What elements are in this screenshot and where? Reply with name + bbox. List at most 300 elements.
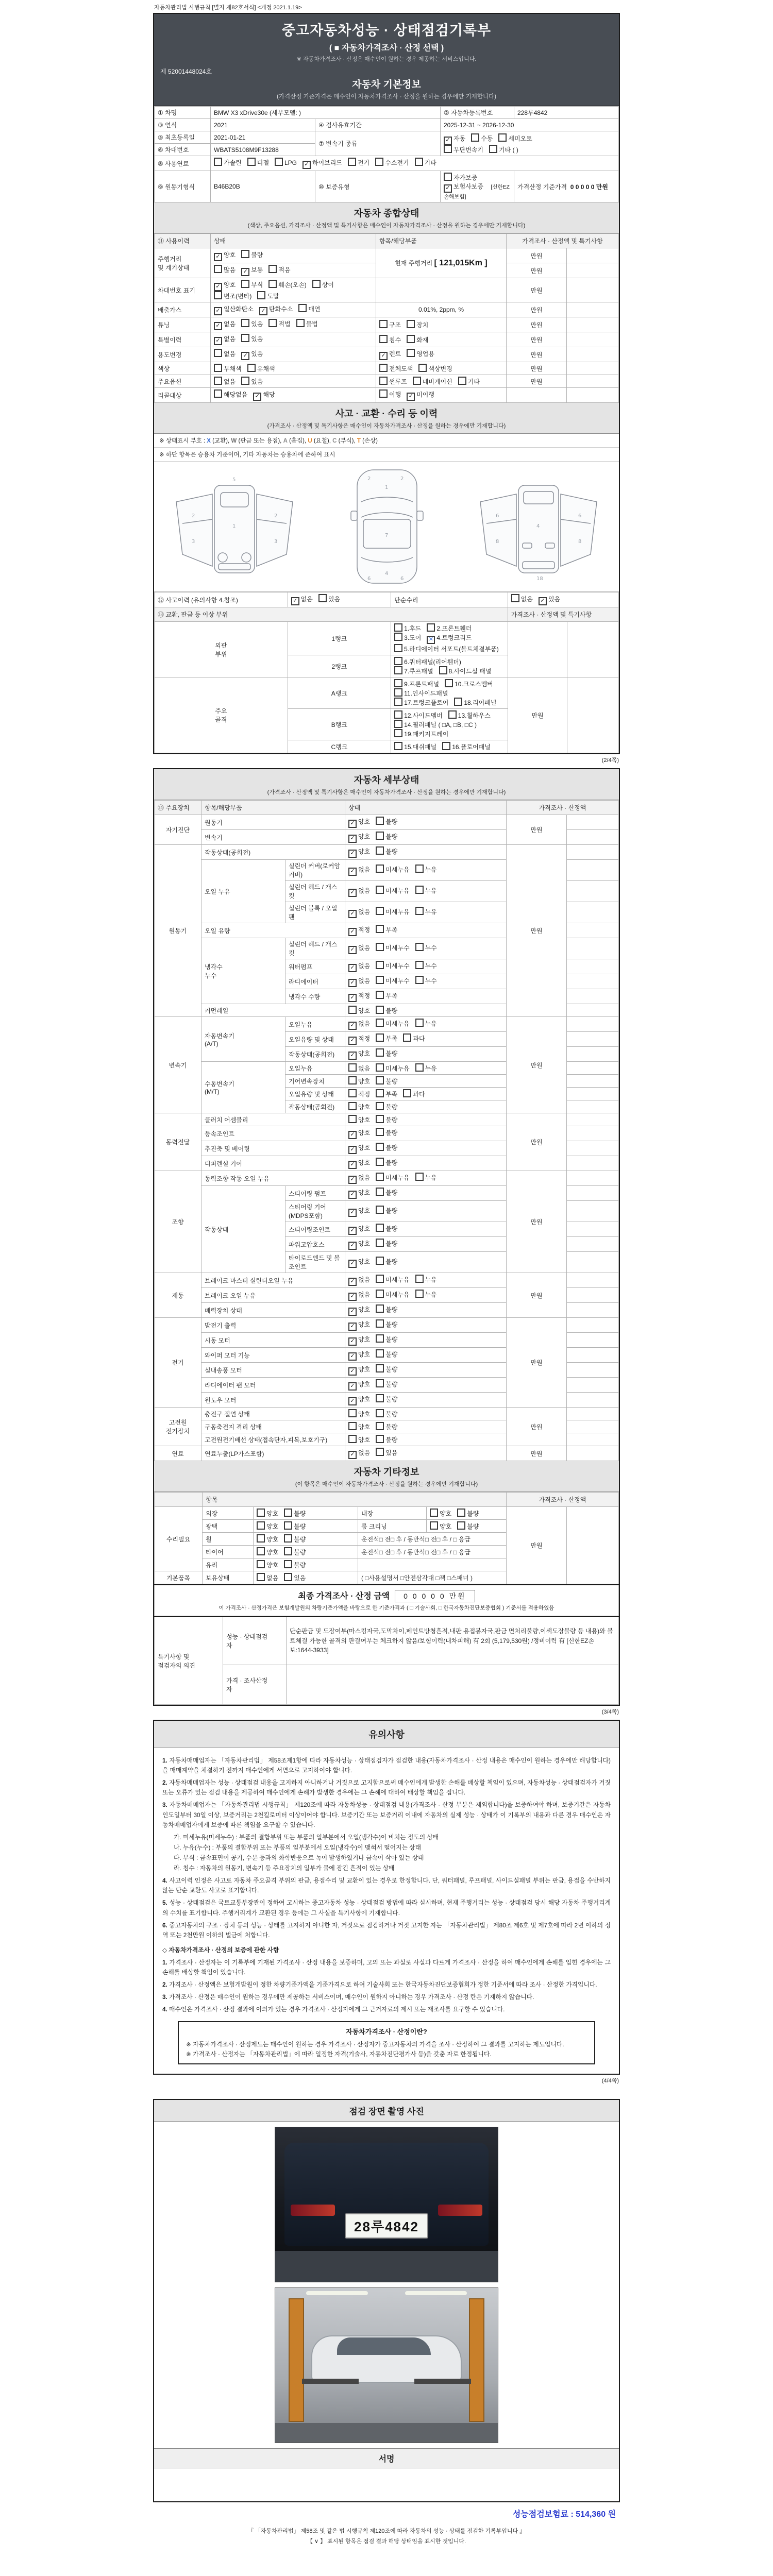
- checkbox[interactable]: [284, 1573, 292, 1581]
- checkbox[interactable]: [376, 1206, 384, 1214]
- checkbox[interactable]: [418, 364, 427, 372]
- checkbox-option[interactable]: [296, 319, 318, 328]
- checkbox-option[interactable]: [348, 1239, 370, 1250]
- checkbox-option[interactable]: [376, 1033, 397, 1043]
- checkbox-option[interactable]: [376, 846, 397, 856]
- checkbox[interactable]: ✓: [291, 597, 299, 605]
- checkbox[interactable]: ✓: [348, 1052, 357, 1060]
- checkbox[interactable]: [415, 907, 424, 915]
- checkbox-option[interactable]: [214, 364, 242, 373]
- checkbox[interactable]: [376, 1364, 384, 1372]
- checkbox[interactable]: [376, 1076, 384, 1084]
- checkbox[interactable]: [430, 1521, 438, 1530]
- signature-area[interactable]: [154, 2468, 619, 2501]
- checkbox-option[interactable]: [444, 145, 483, 154]
- checkbox[interactable]: [348, 1422, 357, 1430]
- checkbox[interactable]: [403, 1089, 411, 1097]
- checkbox[interactable]: ✓: [348, 979, 357, 987]
- checkbox-option[interactable]: [214, 389, 247, 399]
- checkbox[interactable]: [394, 698, 402, 706]
- checkbox[interactable]: [376, 1173, 384, 1181]
- checkbox-option[interactable]: [284, 1509, 306, 1518]
- checkbox-option[interactable]: [458, 377, 480, 386]
- checkbox-option[interactable]: [457, 1521, 479, 1531]
- checkbox-option[interactable]: [284, 1573, 306, 1582]
- checkbox-option[interactable]: [394, 710, 443, 720]
- checkbox-option[interactable]: [415, 1290, 437, 1299]
- checkbox[interactable]: ✓: [214, 283, 222, 291]
- checkbox[interactable]: [268, 265, 277, 273]
- checkbox-option[interactable]: [348, 1206, 370, 1217]
- checkbox-option[interactable]: [379, 364, 413, 373]
- checkbox-option[interactable]: [498, 133, 532, 143]
- checkbox[interactable]: [298, 304, 307, 312]
- checkbox-option[interactable]: [415, 1173, 437, 1182]
- checkbox[interactable]: [376, 832, 384, 840]
- checkbox-option[interactable]: [268, 319, 290, 328]
- checkbox[interactable]: ✓: [348, 1161, 357, 1169]
- checkbox-option[interactable]: [348, 817, 370, 828]
- checkbox[interactable]: [376, 817, 384, 825]
- checkbox-option[interactable]: [415, 1019, 437, 1028]
- checkbox[interactable]: [415, 1290, 424, 1298]
- checkbox[interactable]: ✓: [348, 946, 357, 954]
- checkbox-option[interactable]: [257, 1534, 278, 1544]
- checkbox[interactable]: [407, 320, 415, 328]
- checkbox[interactable]: [214, 364, 222, 372]
- checkbox[interactable]: ✓: [348, 1146, 357, 1154]
- checkbox[interactable]: [257, 1521, 265, 1530]
- checkbox-option[interactable]: [376, 886, 409, 895]
- checkbox-option[interactable]: [257, 1509, 278, 1518]
- checkbox[interactable]: [511, 594, 519, 602]
- checkbox[interactable]: [379, 377, 388, 385]
- checkbox[interactable]: [376, 1143, 384, 1151]
- checkbox[interactable]: [376, 1019, 384, 1027]
- checkbox[interactable]: [394, 657, 402, 665]
- checkbox[interactable]: [444, 145, 452, 153]
- checkbox[interactable]: [394, 710, 402, 719]
- checkbox-option[interactable]: [394, 666, 433, 675]
- checkbox-option[interactable]: [214, 334, 236, 345]
- checkbox[interactable]: [376, 1334, 384, 1343]
- checkbox-option[interactable]: [394, 644, 499, 653]
- checkbox-option[interactable]: [376, 832, 397, 841]
- checkbox[interactable]: ✓: [214, 253, 222, 261]
- checkbox[interactable]: [394, 729, 402, 737]
- checkbox-option[interactable]: [348, 1115, 370, 1124]
- checkbox[interactable]: ✓: [259, 307, 267, 315]
- checkbox-option[interactable]: [214, 304, 254, 315]
- checkbox[interactable]: ✓: [348, 1397, 357, 1405]
- checkbox-option[interactable]: [376, 1435, 397, 1444]
- checkbox[interactable]: [257, 1534, 265, 1543]
- checkbox-option[interactable]: [376, 1188, 397, 1197]
- checkbox-option[interactable]: [348, 1076, 370, 1086]
- checkbox[interactable]: [284, 1560, 292, 1568]
- checkbox-option[interactable]: [376, 1128, 397, 1137]
- checkbox[interactable]: [394, 644, 402, 652]
- checkbox[interactable]: [376, 1048, 384, 1057]
- checkbox[interactable]: [376, 1128, 384, 1136]
- checkbox[interactable]: [376, 925, 384, 933]
- checkbox[interactable]: ✓: [348, 1293, 357, 1301]
- checkbox[interactable]: [318, 594, 327, 602]
- checkbox-option[interactable]: [348, 1395, 370, 1405]
- checkbox[interactable]: [376, 1394, 384, 1402]
- checkbox[interactable]: [348, 1063, 357, 1072]
- checkbox[interactable]: [348, 1089, 357, 1097]
- checkbox[interactable]: [376, 1422, 384, 1430]
- checkbox[interactable]: [376, 1319, 384, 1328]
- checkbox[interactable]: [457, 1509, 465, 1517]
- checkbox[interactable]: [415, 886, 424, 894]
- checkbox[interactable]: [284, 1534, 292, 1543]
- checkbox[interactable]: [214, 389, 222, 398]
- checkbox[interactable]: [284, 1547, 292, 1555]
- checkbox-option[interactable]: [241, 280, 263, 289]
- checkbox[interactable]: [376, 976, 384, 984]
- checkbox[interactable]: ✓: [348, 928, 357, 936]
- checkbox[interactable]: [348, 1409, 357, 1417]
- checkbox[interactable]: [247, 364, 256, 372]
- checkbox-option[interactable]: [348, 1089, 370, 1098]
- checkbox[interactable]: [241, 250, 249, 258]
- checkbox[interactable]: ✓: [379, 352, 388, 360]
- checkbox[interactable]: ✓: [348, 1191, 357, 1199]
- checkbox-option[interactable]: [376, 865, 409, 874]
- checkbox[interactable]: [284, 1521, 292, 1530]
- checkbox-option[interactable]: [539, 595, 560, 605]
- checkbox[interactable]: ✓: [348, 1022, 357, 1030]
- checkbox[interactable]: [415, 1063, 424, 1072]
- checkbox-option[interactable]: [394, 679, 439, 688]
- checkbox[interactable]: [415, 1173, 424, 1181]
- checkbox-option[interactable]: [348, 925, 370, 936]
- checkbox-option[interactable]: [439, 666, 492, 675]
- checkbox-option[interactable]: [257, 1547, 278, 1556]
- checkbox[interactable]: [394, 688, 402, 697]
- checkbox-option[interactable]: [268, 280, 306, 289]
- checkbox[interactable]: [241, 280, 249, 288]
- checkbox-option[interactable]: [257, 1573, 278, 1582]
- checkbox[interactable]: [376, 1275, 384, 1283]
- checkbox-option[interactable]: [415, 976, 437, 985]
- checkbox[interactable]: [376, 1409, 384, 1417]
- checkbox-option[interactable]: [394, 657, 461, 666]
- checkbox-option[interactable]: [445, 679, 493, 688]
- checkbox[interactable]: ✓: [348, 994, 357, 1002]
- checkbox-option[interactable]: [348, 1173, 370, 1184]
- checkbox[interactable]: [214, 291, 222, 299]
- checkbox-option[interactable]: [348, 847, 370, 858]
- checkbox-option[interactable]: [348, 1422, 370, 1431]
- checkbox-option[interactable]: [375, 158, 409, 167]
- checkbox[interactable]: ✓: [348, 1131, 357, 1139]
- checkbox-option[interactable]: [376, 1006, 397, 1015]
- checkbox-option[interactable]: [379, 349, 401, 360]
- checkbox-option[interactable]: [454, 698, 496, 707]
- checkbox[interactable]: [458, 377, 466, 385]
- checkbox[interactable]: ✓: [539, 597, 547, 605]
- checkbox-option[interactable]: [348, 1143, 370, 1154]
- checkbox-option[interactable]: [348, 1320, 370, 1331]
- checkbox[interactable]: [376, 1448, 384, 1456]
- checkbox[interactable]: [257, 1573, 265, 1581]
- checkbox[interactable]: [394, 679, 402, 687]
- checkbox-option[interactable]: [376, 1319, 397, 1329]
- checkbox[interactable]: [296, 319, 305, 327]
- checkbox[interactable]: ✓: [348, 1382, 357, 1391]
- checkbox-option[interactable]: [376, 1334, 397, 1344]
- checkbox-option[interactable]: [418, 364, 452, 373]
- checkbox[interactable]: ✓: [214, 337, 222, 345]
- checkbox-option[interactable]: [376, 1158, 397, 1167]
- checkbox[interactable]: [376, 1349, 384, 1358]
- checkbox[interactable]: ✓: [348, 1037, 357, 1045]
- checkbox-option[interactable]: [298, 304, 320, 313]
- checkbox-option[interactable]: [415, 158, 436, 167]
- checkbox-option[interactable]: [403, 1033, 425, 1043]
- checkbox[interactable]: [415, 976, 424, 984]
- checkbox-option[interactable]: [394, 688, 448, 698]
- checkbox-option[interactable]: [318, 594, 340, 603]
- checkbox[interactable]: [415, 961, 424, 969]
- checkbox[interactable]: ✓: [348, 1278, 357, 1286]
- checkbox-option[interactable]: [348, 1257, 370, 1268]
- checkbox[interactable]: ✓: [348, 889, 357, 897]
- checkbox[interactable]: [348, 1076, 357, 1084]
- checkbox-option[interactable]: [376, 961, 409, 970]
- checkbox-option[interactable]: [376, 1173, 409, 1182]
- checkbox[interactable]: [379, 389, 388, 398]
- checkbox[interactable]: ✓: [348, 964, 357, 972]
- checkbox-option[interactable]: [376, 1239, 397, 1248]
- checkbox[interactable]: [348, 1006, 357, 1014]
- checkbox-option[interactable]: [415, 907, 437, 916]
- checkbox[interactable]: ✓: [348, 1209, 357, 1217]
- checkbox-option[interactable]: [430, 1509, 451, 1518]
- checkbox-option[interactable]: [257, 291, 279, 300]
- checkbox-option[interactable]: [376, 907, 409, 916]
- checkbox-option[interactable]: [376, 1409, 397, 1418]
- checkbox-option[interactable]: [415, 1275, 437, 1284]
- checkbox[interactable]: [268, 280, 277, 288]
- checkbox-option[interactable]: [376, 1275, 409, 1284]
- checkbox-option[interactable]: [394, 729, 448, 738]
- checkbox[interactable]: [348, 1115, 357, 1123]
- checkbox[interactable]: ✕: [427, 636, 435, 644]
- checkbox[interactable]: [379, 335, 388, 343]
- checkbox[interactable]: [348, 158, 356, 166]
- checkbox-option[interactable]: [241, 250, 263, 259]
- checkbox-option[interactable]: [348, 1158, 370, 1169]
- checkbox[interactable]: [403, 1033, 411, 1042]
- checkbox-option[interactable]: [407, 390, 434, 401]
- checkbox[interactable]: [376, 1435, 384, 1443]
- checkbox[interactable]: [214, 265, 222, 273]
- checkbox-option[interactable]: [348, 1006, 370, 1015]
- checkbox[interactable]: ✓: [241, 268, 249, 276]
- checkbox[interactable]: [241, 334, 249, 342]
- checkbox[interactable]: [312, 280, 321, 288]
- checkbox-option[interactable]: [376, 1422, 397, 1431]
- checkbox-option[interactable]: [376, 991, 397, 1000]
- checkbox-option[interactable]: [284, 1560, 306, 1569]
- checkbox-option[interactable]: [376, 1143, 397, 1152]
- checkbox-option[interactable]: [303, 158, 342, 169]
- checkbox[interactable]: [284, 1509, 292, 1517]
- checkbox[interactable]: [348, 1102, 357, 1110]
- checkbox-option[interactable]: [348, 1435, 370, 1444]
- checkbox[interactable]: ✓: [303, 161, 311, 169]
- checkbox-option[interactable]: [376, 925, 397, 934]
- checkbox[interactable]: [376, 961, 384, 969]
- checkbox-option[interactable]: [376, 1019, 409, 1028]
- checkbox[interactable]: [257, 1509, 265, 1517]
- checkbox-option[interactable]: [247, 364, 275, 373]
- checkbox-option[interactable]: [448, 710, 491, 720]
- checkbox[interactable]: [247, 158, 256, 166]
- checkbox-option[interactable]: [348, 865, 370, 876]
- checkbox[interactable]: [430, 1509, 438, 1517]
- checkbox[interactable]: ✓: [348, 1227, 357, 1235]
- checkbox[interactable]: ✓: [241, 352, 249, 360]
- checkbox-option[interactable]: [376, 817, 397, 826]
- checkbox-option[interactable]: [348, 976, 370, 987]
- checkbox-option[interactable]: [268, 265, 290, 274]
- checkbox[interactable]: [376, 1102, 384, 1110]
- checkbox-option[interactable]: [511, 594, 533, 603]
- checkbox-option[interactable]: [430, 1521, 451, 1531]
- checkbox[interactable]: [457, 1521, 465, 1530]
- checkbox[interactable]: ✓: [348, 1176, 357, 1184]
- checkbox-option[interactable]: [348, 1019, 370, 1030]
- checkbox[interactable]: [376, 1063, 384, 1072]
- checkbox[interactable]: [439, 666, 447, 674]
- checkbox[interactable]: [394, 666, 402, 674]
- checkbox-option[interactable]: [415, 943, 437, 952]
- checkbox-option[interactable]: [415, 886, 437, 895]
- checkbox-option[interactable]: [444, 173, 477, 182]
- checkbox-option[interactable]: [348, 1448, 370, 1459]
- checkbox-option[interactable]: [348, 1409, 370, 1418]
- checkbox[interactable]: ✓: [348, 868, 357, 876]
- checkbox-option[interactable]: [427, 623, 472, 633]
- checkbox-option[interactable]: [284, 1534, 306, 1544]
- checkbox[interactable]: [394, 623, 402, 632]
- checkbox[interactable]: ✓: [348, 1451, 357, 1459]
- checkbox[interactable]: [241, 377, 249, 385]
- checkbox-option[interactable]: [348, 158, 369, 167]
- checkbox[interactable]: [376, 865, 384, 873]
- checkbox-option[interactable]: [257, 1521, 278, 1531]
- checkbox-option[interactable]: [348, 1224, 370, 1235]
- checkbox-option[interactable]: [348, 1188, 370, 1199]
- checkbox-option[interactable]: [259, 304, 293, 315]
- checkbox[interactable]: [268, 319, 277, 327]
- checkbox[interactable]: [241, 319, 249, 327]
- checkbox[interactable]: ✓: [348, 1367, 357, 1376]
- checkbox[interactable]: [415, 158, 423, 166]
- checkbox-option[interactable]: [348, 1128, 370, 1139]
- checkbox[interactable]: [394, 720, 402, 728]
- checkbox-option[interactable]: [376, 1257, 397, 1266]
- checkbox[interactable]: [376, 1304, 384, 1313]
- checkbox-option[interactable]: [291, 595, 313, 605]
- checkbox-option[interactable]: [489, 145, 518, 154]
- checkbox-option[interactable]: [241, 334, 263, 343]
- checkbox-option[interactable]: [348, 1350, 370, 1361]
- checkbox-option[interactable]: [376, 1102, 397, 1111]
- checkbox-option[interactable]: [394, 720, 477, 729]
- checkbox-option[interactable]: [407, 335, 428, 344]
- checkbox-option[interactable]: [442, 742, 491, 751]
- checkbox-option[interactable]: [348, 832, 370, 843]
- checkbox-option[interactable]: [376, 1224, 397, 1233]
- checkbox[interactable]: [394, 742, 402, 750]
- checkbox-option[interactable]: [379, 377, 407, 386]
- checkbox-option[interactable]: [457, 1509, 479, 1518]
- checkbox[interactable]: [376, 907, 384, 915]
- checkbox[interactable]: [415, 1275, 424, 1283]
- checkbox[interactable]: [379, 364, 388, 372]
- checkbox-option[interactable]: [348, 886, 370, 897]
- checkbox[interactable]: [376, 886, 384, 894]
- checkbox-option[interactable]: [348, 1305, 370, 1316]
- checkbox[interactable]: [376, 1033, 384, 1042]
- checkbox-option[interactable]: [376, 1394, 397, 1403]
- checkbox[interactable]: [489, 145, 497, 153]
- checkbox-option[interactable]: [241, 265, 263, 276]
- checkbox[interactable]: [275, 158, 283, 166]
- checkbox-option[interactable]: [348, 1034, 370, 1045]
- checkbox-option[interactable]: [444, 182, 483, 193]
- checkbox[interactable]: ✓: [444, 137, 452, 145]
- checkbox[interactable]: [407, 335, 415, 343]
- checkbox[interactable]: [427, 623, 435, 632]
- checkbox[interactable]: [214, 349, 222, 357]
- checkbox-option[interactable]: [376, 1206, 397, 1215]
- checkbox[interactable]: ✓: [348, 1242, 357, 1250]
- checkbox[interactable]: [376, 1257, 384, 1265]
- checkbox-option[interactable]: [284, 1521, 306, 1531]
- checkbox-option[interactable]: [376, 943, 409, 952]
- checkbox-option[interactable]: [376, 1089, 397, 1098]
- checkbox[interactable]: [376, 1115, 384, 1123]
- checkbox[interactable]: [415, 1019, 424, 1027]
- checkbox-option[interactable]: [348, 961, 370, 972]
- checkbox[interactable]: ✓: [253, 393, 261, 401]
- checkbox[interactable]: [257, 1547, 265, 1555]
- checkbox-option[interactable]: [257, 1560, 278, 1569]
- checkbox[interactable]: [376, 991, 384, 999]
- checkbox[interactable]: ✓: [214, 322, 222, 330]
- checkbox-option[interactable]: [348, 1063, 370, 1073]
- checkbox-option[interactable]: [312, 280, 334, 289]
- checkbox[interactable]: [445, 679, 453, 687]
- checkbox-option[interactable]: [394, 633, 421, 642]
- checkbox[interactable]: ✓: [348, 850, 357, 858]
- checkbox[interactable]: [454, 698, 462, 706]
- checkbox-option[interactable]: [379, 389, 401, 399]
- checkbox[interactable]: ✓: [348, 1260, 357, 1268]
- checkbox[interactable]: ✓: [444, 184, 452, 193]
- checkbox-option[interactable]: [348, 907, 370, 918]
- checkbox-option[interactable]: [376, 1115, 397, 1124]
- checkbox-option[interactable]: [376, 1448, 397, 1457]
- checkbox-option[interactable]: [407, 320, 428, 329]
